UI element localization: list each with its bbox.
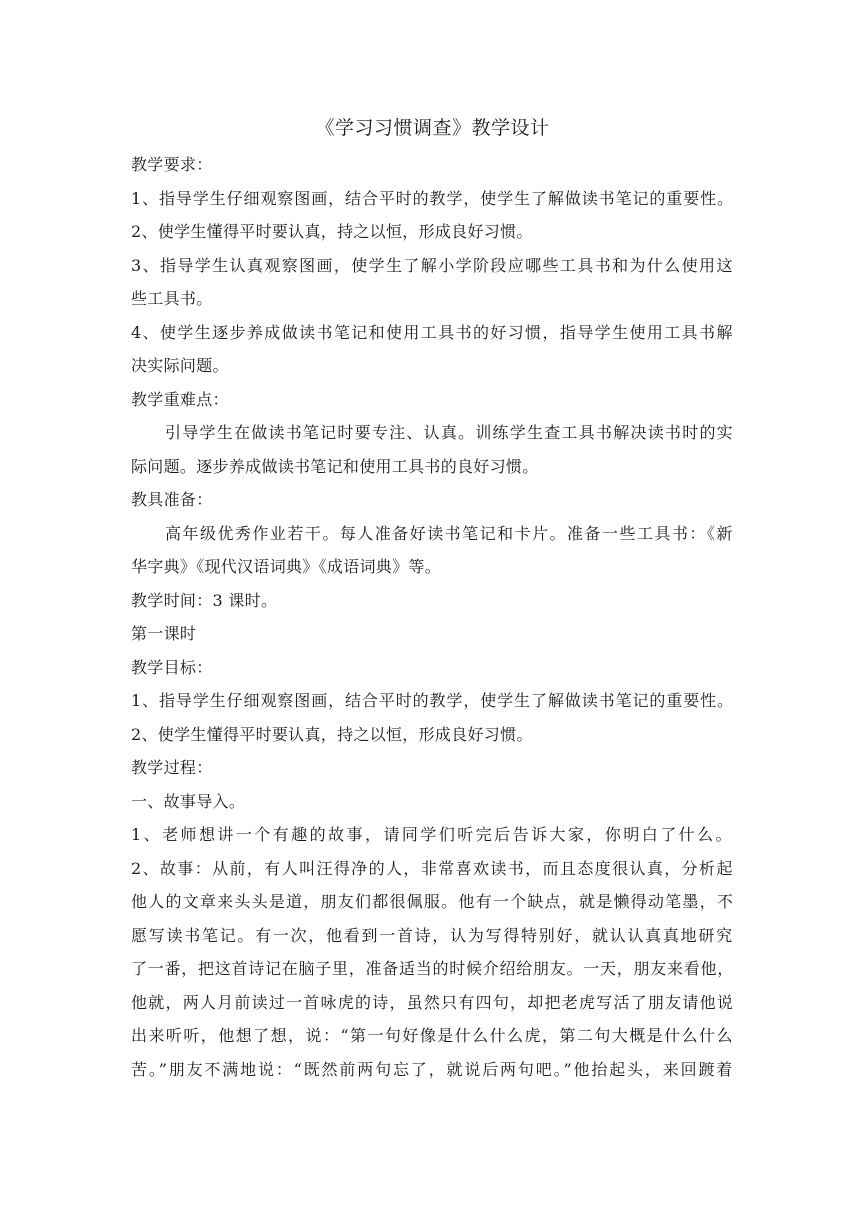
body-line: 教学过程： [131,758,213,777]
body-line: 决实际问题。 [131,356,229,375]
body-line: 2、使学生懂得平时要认真，持之以恒，形成良好习惯。 [131,724,533,744]
body-line: 4、使学生逐步养成做读书笔记和使用工具书的好习惯，指导学生使用工具书解 [131,322,734,342]
body-line: 苦。”朋友不满地说：“既然前两句忘了，就说后两句吧。”他抬起头，来回踱着 [131,1059,734,1079]
body-line: 2、使学生懂得平时要认真，持之以恒，形成良好习惯。 [131,222,533,241]
body-line: 出来听听，他想了想，说：“第一句好像是什么什么虎，第二句大概是什么什么 [131,1026,734,1045]
body-line: 他就，两人月前读过一首咏虎的诗，虽然只有四句，却把老虎写活了朋友请他说 [131,992,734,1012]
body-line: 他人的文章来头头是道，朋友们都很佩服。他有一个缺点，就是懒得动笔墨，不 [131,892,734,911]
body-line: 教学重难点： [131,389,229,409]
body-line: 教学目标： [131,657,213,677]
body-line: 愿写读书笔记。有一次，他看到一首诗，认为写得特别好，就认认真真地研究 [131,925,734,945]
body-line: 华字典》《现代汉语词典》《成语词典》等。 [131,557,442,576]
document-page [131,110,734,1086]
document-body [131,148,734,1086]
body-line: 1、指导学生仔细观察图画，结合平时的教学，使学生了解做读书笔记的重要性。 [131,691,734,710]
body-line: 3、指导学生认真观察图画，使学生了解小学阶段应哪些工具书和为什么使用这 [131,255,734,275]
body-line: 了一番，把这首诗记在脑子里，准备适当的时候介绍给朋友。一天，朋友来看他， [131,959,734,978]
body-line: 2、故事：从前，有人叫汪得净的人，非常喜欢读书，而且态度很认真，分析起 [131,858,734,878]
body-line: 教学要求： [131,155,213,174]
body-line: 引导学生在做读书笔记时要专注、认真。训练学生查工具书解决读书时的实 [165,423,734,442]
document-title: 《学习习惯调查》教学设计 [315,117,550,139]
body-line: 一、故事导入。 [131,791,246,811]
body-line: 些工具书。 [131,289,213,308]
body-line: 教学时间：3 课时。 [131,590,278,610]
body-line: 高年级优秀作业若干。每人准备好读书笔记和卡片。准备一些工具书：《新 [165,523,734,543]
body-line: 1、指导学生仔细观察图画，结合平时的教学，使学生了解做读书笔记的重要性。 [131,188,734,208]
body-line: 教具准备： [131,490,213,509]
body-line: 1、老师想讲一个有趣的故事，请同学们听完后告诉大家，你明白了什么。 [131,825,734,844]
body-line: 际问题。逐步养成做读书笔记和使用工具书的良好习惯。 [131,456,539,476]
body-line: 第一课时 [131,624,197,643]
